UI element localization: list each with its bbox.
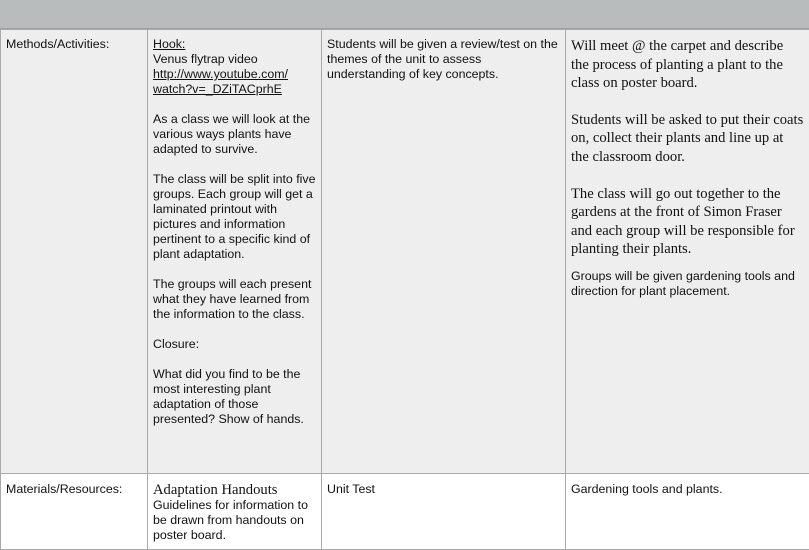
video-link-line-1[interactable]: http://www.youtube.com/ [153,67,288,81]
lesson-plan-table [0,29,809,550]
methods-label: Methods/Activities: [1,30,148,474]
planting-paragraph-4: Groups will be given gardening tools and direction for plant placement. [571,269,804,299]
materials-handouts-cell [148,474,322,550]
planting-paragraph-1: Will meet @ the carpet and describe the process of planting a plant to the class on poster board. [571,37,804,93]
materials-tools-cell: Gardening tools and plants. [566,474,809,550]
assessment-text: Students will be given a review/test on the themes of the unit to assess understanding of key concepts. [327,37,560,82]
closure-question: What did you find to be the most interesting plant adaptation of those presented? Show of hands. [153,367,316,427]
materials-test-cell: Unit Test [322,474,566,550]
methods-row [1,30,809,474]
hook-line: Venus flytrap video [153,52,316,67]
materials-label: Materials/Resources: [1,474,148,550]
activity-paragraph-2: The class will be split into five groups. Each group will get a laminated printout with pictures and information pertinent to a specific kind of plant adaptation. [153,172,316,262]
methods-assessment-cell [322,30,566,474]
methods-planting-cell [566,30,809,474]
handouts-title: Adaptation Handouts [153,482,316,498]
handouts-text: Guidelines for information to be drawn from handouts on poster board. [153,498,316,543]
video-link-line-2[interactable]: watch?v=_DZiTACprhE [153,82,282,96]
methods-activities-cell [148,30,322,474]
activity-paragraph-1: As a class we will look at the various ways plants have adapted to survive. [153,112,316,157]
header-bar [0,0,809,29]
materials-row [1,474,809,550]
planting-paragraph-3: The class will go out together to the gardens at the front of Simon Fraser and each group will be responsible for planting their plants. [571,185,804,259]
hook-label: Hook: [153,37,316,52]
closure-label: Closure: [153,337,316,352]
planting-serif-text [571,37,804,259]
planting-paragraph-2: Students will be asked to put their coats on, collect their plants and line up at the classroom door. [571,111,804,167]
activity-paragraph-3: The groups will each present what they have learned from the information to the class. [153,277,316,322]
